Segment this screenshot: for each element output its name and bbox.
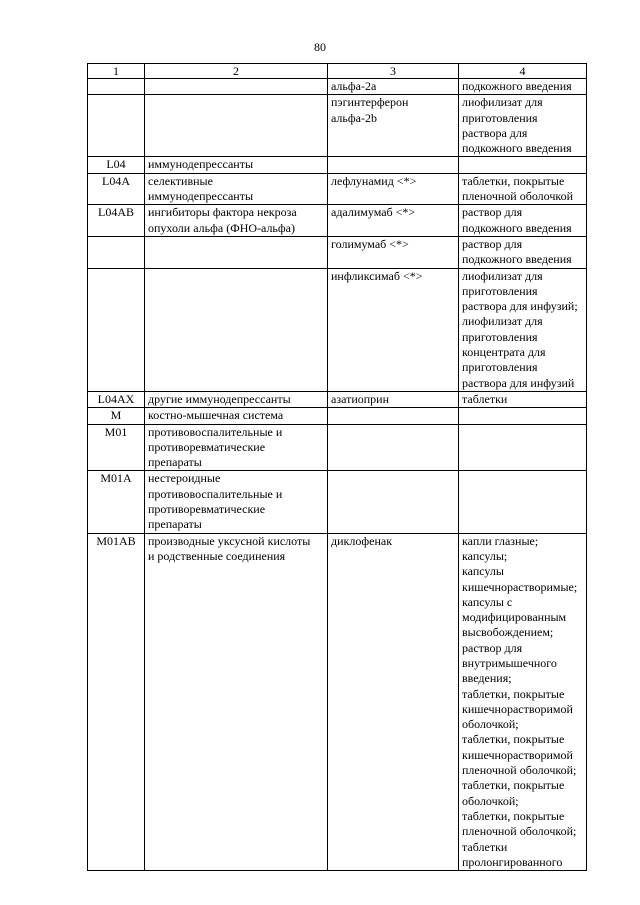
atc-code-cell: M01A: [88, 471, 145, 533]
group-cell: производные уксусной кислоты и родственные соединения: [145, 533, 328, 871]
drug-cell: [328, 157, 459, 173]
form-cell: раствор для подкожного введения: [459, 205, 587, 237]
atc-code-cell: [88, 79, 145, 95]
table-row: [88, 424, 587, 471]
group-cell: селективные иммунодепрессанты: [145, 173, 328, 205]
table-row: [88, 408, 587, 424]
atc-code-cell: L04AB: [88, 205, 145, 237]
table-row: [88, 533, 587, 871]
group-cell: костно-мышечная система: [145, 408, 328, 424]
form-cell: [459, 471, 587, 533]
drug-cell: инфликсимаб <*>: [328, 268, 459, 391]
drug-cell: голимумаб <*>: [328, 236, 459, 268]
table-row: [88, 79, 587, 95]
form-cell: раствор для подкожного введения: [459, 236, 587, 268]
atc-code-cell: M01: [88, 424, 145, 471]
group-cell: [145, 79, 328, 95]
table-row: [88, 205, 587, 237]
group-cell: иммунодепрессанты: [145, 157, 328, 173]
header-col-4: 4: [459, 64, 587, 79]
drug-cell: азатиоприн: [328, 391, 459, 407]
page-number: 80: [314, 40, 326, 54]
header-row: [88, 64, 587, 79]
atc-code-cell: L04A: [88, 173, 145, 205]
table-row: [88, 95, 587, 157]
table-row: [88, 173, 587, 205]
header-col-3: 3: [328, 64, 459, 79]
drug-cell: [328, 408, 459, 424]
drug-cell: альфа-2а: [328, 79, 459, 95]
group-cell: нестероидные противовоспалительные и противоревматические препараты: [145, 471, 328, 533]
table-row: [88, 471, 587, 533]
table-row: [88, 236, 587, 268]
atc-code-cell: M01AB: [88, 533, 145, 871]
drug-cell: диклофенак: [328, 533, 459, 871]
form-cell: лиофилизат для приготовления раствора для инфузий; лиофилизат для приготовления концентрата для приготовления раствора для инфузий: [459, 268, 587, 391]
header-col-1: 1: [88, 64, 145, 79]
drug-cell: [328, 424, 459, 471]
group-cell: [145, 268, 328, 391]
header-col-2: 2: [145, 64, 328, 79]
table-row: [88, 391, 587, 407]
atc-code-cell: [88, 95, 145, 157]
drug-cell: лефлунамид <*>: [328, 173, 459, 205]
form-cell: [459, 157, 587, 173]
drug-cell: пэгинтерферон альфа-2b: [328, 95, 459, 157]
table-row: [88, 268, 587, 391]
form-cell: подкожного введения: [459, 79, 587, 95]
group-cell: ингибиторы фактора некроза опухоли альфа (ФНО-альфа): [145, 205, 328, 237]
atc-code-cell: L04AX: [88, 391, 145, 407]
atc-code-cell: [88, 268, 145, 391]
group-cell: [145, 95, 328, 157]
form-cell: [459, 424, 587, 471]
drug-table: [87, 63, 587, 871]
form-cell: таблетки: [459, 391, 587, 407]
form-cell: капли глазные; капсулы; капсулы кишечнорастворимые; капсулы с модифицированным высвобождением; раствор для внутримышечного введения; таблетки, покрытые кишечнорастворимой оболочкой; таблетки, покрытые кишечнорастворимой пленочной оболочкой; таблетки, покрытые оболочкой; таблетки, покрытые пленочной оболочкой; таблетки пролонгированного: [459, 533, 587, 871]
drug-cell: [328, 471, 459, 533]
atc-code-cell: M: [88, 408, 145, 424]
form-cell: лиофилизат для приготовления раствора для подкожного введения: [459, 95, 587, 157]
group-cell: другие иммунодепрессанты: [145, 391, 328, 407]
atc-code-cell: [88, 236, 145, 268]
form-cell: [459, 408, 587, 424]
group-cell: противовоспалительные и противоревматические препараты: [145, 424, 328, 471]
atc-code-cell: L04: [88, 157, 145, 173]
drug-cell: адалимумаб <*>: [328, 205, 459, 237]
table-row: [88, 157, 587, 173]
form-cell: таблетки, покрытые пленочной оболочкой: [459, 173, 587, 205]
group-cell: [145, 236, 328, 268]
